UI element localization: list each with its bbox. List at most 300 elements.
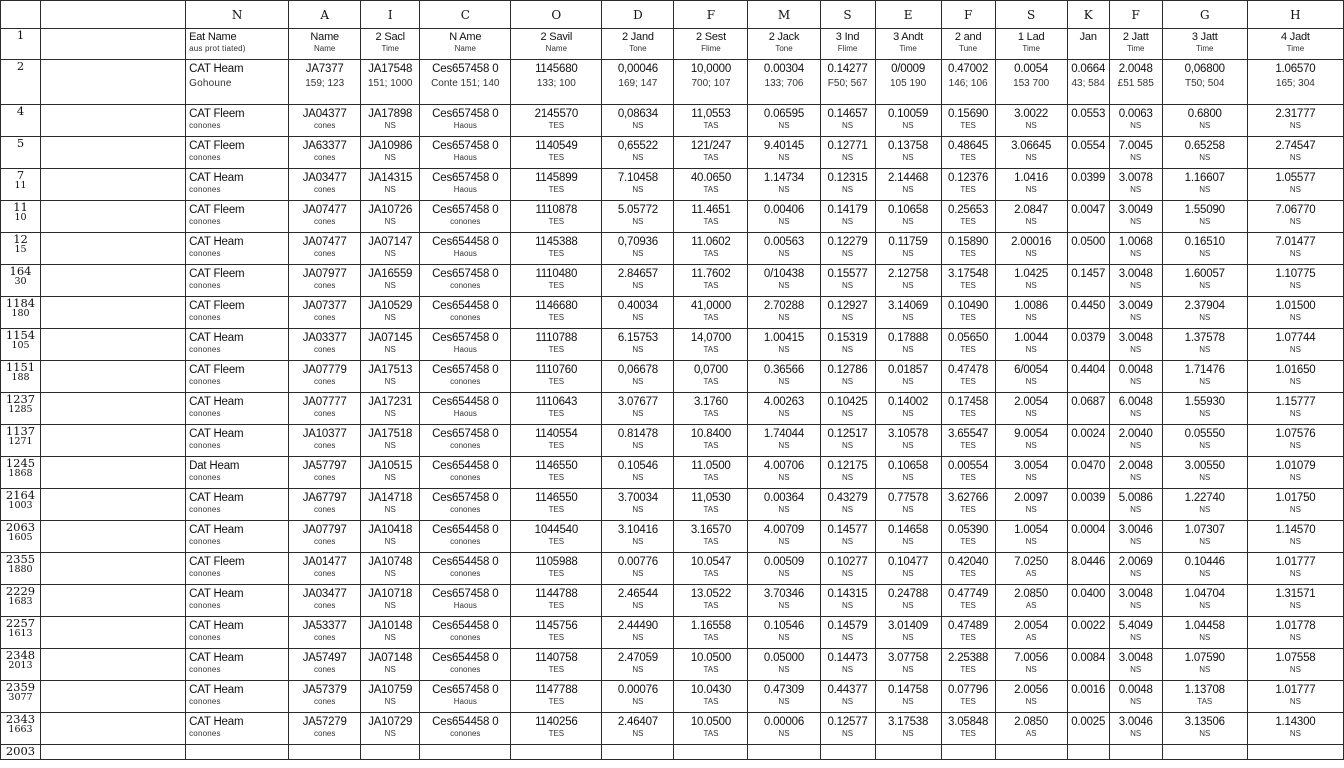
grid-cell[interactable] (875, 745, 941, 760)
grid-cell[interactable] (995, 681, 1067, 713)
grid-cell[interactable] (674, 649, 748, 681)
grid-cell[interactable] (820, 169, 875, 201)
grid-cell[interactable] (820, 617, 875, 649)
column-header[interactable]: F (1109, 1, 1162, 29)
grid-cell[interactable] (602, 29, 674, 60)
grid-cell[interactable] (289, 457, 361, 489)
grid-cell[interactable] (1162, 329, 1247, 361)
grid-cell[interactable] (420, 457, 511, 489)
grid-cell[interactable] (820, 553, 875, 585)
grid-cell[interactable] (875, 425, 941, 457)
grid-cell[interactable] (674, 425, 748, 457)
grid-cell[interactable] (289, 713, 361, 745)
grid-cell[interactable] (289, 425, 361, 457)
name-cell[interactable] (186, 457, 289, 489)
grid-cell[interactable] (289, 393, 361, 425)
grid-cell[interactable] (1067, 297, 1109, 329)
grid-cell[interactable] (1247, 649, 1343, 681)
grid-cell[interactable] (1109, 713, 1162, 745)
grid-cell[interactable] (1162, 681, 1247, 713)
grid-cell[interactable] (1162, 29, 1247, 60)
grid-cell[interactable] (875, 265, 941, 297)
row-header[interactable] (1, 393, 41, 425)
grid-cell[interactable] (820, 457, 875, 489)
grid-cell[interactable] (1109, 489, 1162, 521)
grid-cell[interactable] (748, 361, 820, 393)
grid-cell[interactable] (41, 457, 186, 489)
column-header[interactable] (1, 1, 41, 29)
grid-cell[interactable] (361, 297, 420, 329)
grid-cell[interactable] (602, 649, 674, 681)
row-header[interactable] (1, 329, 41, 361)
grid-cell[interactable] (361, 201, 420, 233)
name-cell[interactable] (186, 585, 289, 617)
grid-cell[interactable] (420, 169, 511, 201)
grid-cell[interactable] (875, 329, 941, 361)
grid-cell[interactable] (875, 137, 941, 169)
grid-cell[interactable] (1247, 169, 1343, 201)
grid-cell[interactable] (674, 713, 748, 745)
grid-cell[interactable] (875, 489, 941, 521)
grid-cell[interactable] (748, 393, 820, 425)
grid-cell[interactable] (941, 553, 995, 585)
grid-cell[interactable] (511, 60, 602, 105)
grid-cell[interactable] (420, 425, 511, 457)
grid-cell[interactable] (1247, 553, 1343, 585)
grid-cell[interactable] (41, 297, 186, 329)
grid-cell[interactable] (1067, 585, 1109, 617)
grid-cell[interactable] (1162, 553, 1247, 585)
grid-cell[interactable] (1247, 489, 1343, 521)
grid-cell[interactable] (1067, 105, 1109, 137)
grid-cell[interactable] (1109, 585, 1162, 617)
grid-cell[interactable] (289, 233, 361, 265)
grid-cell[interactable] (1109, 169, 1162, 201)
grid-cell[interactable] (361, 457, 420, 489)
grid-cell[interactable] (41, 713, 186, 745)
grid-cell[interactable] (1109, 521, 1162, 553)
grid-cell[interactable] (748, 60, 820, 105)
grid-cell[interactable] (420, 681, 511, 713)
column-header[interactable]: I (361, 1, 420, 29)
grid-cell[interactable] (820, 713, 875, 745)
grid-cell[interactable] (511, 137, 602, 169)
grid-cell[interactable] (941, 585, 995, 617)
grid-cell[interactable] (1162, 233, 1247, 265)
grid-cell[interactable] (995, 553, 1067, 585)
grid-cell[interactable] (820, 489, 875, 521)
grid-cell[interactable] (1067, 521, 1109, 553)
grid-cell[interactable] (748, 457, 820, 489)
grid-cell[interactable] (361, 553, 420, 585)
grid-cell[interactable] (1109, 745, 1162, 760)
grid-cell[interactable] (875, 233, 941, 265)
grid-cell[interactable] (748, 521, 820, 553)
grid-cell[interactable] (820, 681, 875, 713)
grid-cell[interactable] (1067, 681, 1109, 713)
grid-cell[interactable] (1109, 681, 1162, 713)
name-cell[interactable] (186, 265, 289, 297)
column-header[interactable]: G (1162, 1, 1247, 29)
grid-cell[interactable] (995, 105, 1067, 137)
name-cell[interactable] (186, 361, 289, 393)
grid-cell[interactable] (1067, 361, 1109, 393)
grid-cell[interactable] (41, 553, 186, 585)
grid-cell[interactable] (748, 201, 820, 233)
grid-cell[interactable] (511, 233, 602, 265)
grid-cell[interactable] (941, 297, 995, 329)
row-header[interactable] (1, 553, 41, 585)
grid-cell[interactable] (41, 425, 186, 457)
name-cell[interactable] (186, 489, 289, 521)
grid-cell[interactable] (674, 201, 748, 233)
grid-cell[interactable] (748, 169, 820, 201)
grid-cell[interactable] (674, 29, 748, 60)
grid-cell[interactable] (1162, 745, 1247, 760)
grid-cell[interactable] (995, 233, 1067, 265)
grid-cell[interactable] (674, 233, 748, 265)
grid-cell[interactable] (602, 265, 674, 297)
column-header[interactable]: N (186, 1, 289, 29)
grid-cell[interactable] (361, 489, 420, 521)
grid-cell[interactable] (289, 201, 361, 233)
name-cell[interactable] (186, 617, 289, 649)
grid-cell[interactable] (995, 329, 1067, 361)
name-cell[interactable] (186, 681, 289, 713)
grid-cell[interactable] (820, 105, 875, 137)
grid-cell[interactable] (1109, 649, 1162, 681)
grid-cell[interactable] (748, 681, 820, 713)
row-header[interactable] (1, 169, 41, 201)
grid-cell[interactable] (41, 137, 186, 169)
grid-cell[interactable] (361, 745, 420, 760)
grid-cell[interactable] (41, 649, 186, 681)
grid-cell[interactable] (511, 297, 602, 329)
grid-cell[interactable] (511, 329, 602, 361)
grid-cell[interactable] (1109, 393, 1162, 425)
grid-cell[interactable] (748, 745, 820, 760)
row-header[interactable] (1, 201, 41, 233)
grid-cell[interactable] (511, 553, 602, 585)
name-cell[interactable] (186, 29, 289, 60)
grid-cell[interactable] (941, 201, 995, 233)
grid-cell[interactable] (41, 60, 186, 105)
grid-cell[interactable] (1067, 329, 1109, 361)
column-header[interactable]: K (1067, 1, 1109, 29)
column-header[interactable]: H (1247, 1, 1343, 29)
grid-cell[interactable] (995, 361, 1067, 393)
grid-cell[interactable] (820, 137, 875, 169)
grid-cell[interactable] (602, 713, 674, 745)
grid-cell[interactable] (820, 60, 875, 105)
grid-cell[interactable] (995, 745, 1067, 760)
row-header[interactable] (1, 745, 41, 760)
grid-cell[interactable] (602, 617, 674, 649)
grid-cell[interactable] (1067, 649, 1109, 681)
grid-cell[interactable] (361, 393, 420, 425)
grid-cell[interactable] (1162, 489, 1247, 521)
grid-cell[interactable] (674, 137, 748, 169)
grid-cell[interactable] (289, 489, 361, 521)
grid-cell[interactable] (748, 617, 820, 649)
grid-cell[interactable] (602, 457, 674, 489)
grid-cell[interactable] (420, 617, 511, 649)
grid-cell[interactable] (289, 745, 361, 760)
grid-cell[interactable] (511, 521, 602, 553)
grid-cell[interactable] (289, 105, 361, 137)
grid-cell[interactable] (1109, 137, 1162, 169)
grid-cell[interactable] (511, 265, 602, 297)
row-header[interactable] (1, 681, 41, 713)
grid-cell[interactable] (941, 681, 995, 713)
grid-cell[interactable] (1162, 105, 1247, 137)
grid-cell[interactable] (1067, 489, 1109, 521)
row-header[interactable] (1, 297, 41, 329)
grid-cell[interactable] (1162, 361, 1247, 393)
grid-cell[interactable] (995, 297, 1067, 329)
grid-cell[interactable] (995, 521, 1067, 553)
grid-cell[interactable] (941, 265, 995, 297)
grid-cell[interactable] (875, 457, 941, 489)
grid-cell[interactable] (1162, 649, 1247, 681)
grid-cell[interactable] (941, 489, 995, 521)
grid-cell[interactable] (820, 29, 875, 60)
grid-cell[interactable] (420, 137, 511, 169)
grid-cell[interactable] (1067, 233, 1109, 265)
grid-cell[interactable] (41, 681, 186, 713)
grid-cell[interactable] (289, 297, 361, 329)
grid-cell[interactable] (875, 201, 941, 233)
grid-cell[interactable] (602, 105, 674, 137)
grid-cell[interactable] (875, 361, 941, 393)
grid-cell[interactable] (674, 585, 748, 617)
grid-cell[interactable] (674, 105, 748, 137)
grid-cell[interactable] (995, 489, 1067, 521)
grid-cell[interactable] (1247, 297, 1343, 329)
grid-cell[interactable] (1247, 233, 1343, 265)
grid-cell[interactable] (420, 585, 511, 617)
grid-cell[interactable] (289, 60, 361, 105)
grid-cell[interactable] (1162, 297, 1247, 329)
grid-cell[interactable] (511, 425, 602, 457)
grid-cell[interactable] (41, 329, 186, 361)
grid-cell[interactable] (875, 713, 941, 745)
grid-cell[interactable] (875, 617, 941, 649)
name-cell[interactable] (186, 521, 289, 553)
row-header[interactable] (1, 489, 41, 521)
grid-cell[interactable] (1162, 617, 1247, 649)
column-header[interactable]: D (602, 1, 674, 29)
grid-cell[interactable] (875, 553, 941, 585)
grid-cell[interactable] (420, 233, 511, 265)
grid-cell[interactable] (1162, 137, 1247, 169)
grid-cell[interactable] (748, 649, 820, 681)
grid-cell[interactable] (420, 521, 511, 553)
grid-cell[interactable] (602, 425, 674, 457)
grid-cell[interactable] (941, 393, 995, 425)
grid-cell[interactable] (1109, 425, 1162, 457)
grid-cell[interactable] (674, 745, 748, 760)
grid-cell[interactable] (289, 329, 361, 361)
name-cell[interactable] (186, 425, 289, 457)
grid-cell[interactable] (602, 745, 674, 760)
grid-cell[interactable] (674, 617, 748, 649)
grid-cell[interactable] (602, 393, 674, 425)
grid-cell[interactable] (289, 617, 361, 649)
grid-cell[interactable] (361, 60, 420, 105)
name-cell[interactable] (186, 60, 289, 105)
grid-cell[interactable] (941, 649, 995, 681)
grid-cell[interactable] (995, 60, 1067, 105)
grid-cell[interactable] (820, 265, 875, 297)
grid-cell[interactable] (748, 233, 820, 265)
grid-cell[interactable] (41, 393, 186, 425)
grid-cell[interactable] (995, 137, 1067, 169)
grid-cell[interactable] (289, 137, 361, 169)
grid-cell[interactable] (674, 681, 748, 713)
grid-cell[interactable] (995, 713, 1067, 745)
grid-cell[interactable] (820, 745, 875, 760)
grid-cell[interactable] (361, 233, 420, 265)
grid-cell[interactable] (1247, 137, 1343, 169)
row-header[interactable] (1, 425, 41, 457)
grid-cell[interactable] (361, 329, 420, 361)
grid-cell[interactable] (941, 457, 995, 489)
grid-cell[interactable] (602, 233, 674, 265)
name-cell[interactable] (186, 169, 289, 201)
grid-cell[interactable] (289, 521, 361, 553)
grid-cell[interactable] (1109, 617, 1162, 649)
grid-cell[interactable] (1067, 713, 1109, 745)
grid-cell[interactable] (41, 745, 186, 760)
grid-cell[interactable] (602, 329, 674, 361)
grid-cell[interactable] (361, 105, 420, 137)
grid-cell[interactable] (511, 105, 602, 137)
grid-cell[interactable] (748, 29, 820, 60)
grid-cell[interactable] (41, 169, 186, 201)
grid-cell[interactable] (1067, 553, 1109, 585)
grid-cell[interactable] (1247, 329, 1343, 361)
grid-cell[interactable] (289, 649, 361, 681)
grid-cell[interactable] (511, 201, 602, 233)
grid-cell[interactable] (748, 553, 820, 585)
grid-cell[interactable] (602, 201, 674, 233)
grid-cell[interactable] (511, 617, 602, 649)
grid-cell[interactable] (1162, 521, 1247, 553)
row-header[interactable] (1, 29, 41, 60)
grid-cell[interactable] (602, 60, 674, 105)
grid-cell[interactable] (1247, 521, 1343, 553)
grid-cell[interactable] (674, 361, 748, 393)
grid-cell[interactable] (941, 425, 995, 457)
name-cell[interactable] (186, 329, 289, 361)
grid-cell[interactable] (820, 361, 875, 393)
grid-cell[interactable] (1247, 60, 1343, 105)
grid-cell[interactable] (748, 137, 820, 169)
grid-cell[interactable] (1162, 457, 1247, 489)
grid-cell[interactable] (941, 745, 995, 760)
grid-cell[interactable] (289, 29, 361, 60)
grid-cell[interactable] (1067, 393, 1109, 425)
grid-cell[interactable] (41, 489, 186, 521)
grid-cell[interactable] (674, 457, 748, 489)
grid-cell[interactable] (420, 393, 511, 425)
grid-cell[interactable] (1109, 553, 1162, 585)
grid-cell[interactable] (420, 105, 511, 137)
column-header[interactable]: F (674, 1, 748, 29)
grid-cell[interactable] (41, 105, 186, 137)
grid-cell[interactable] (1109, 201, 1162, 233)
grid-cell[interactable] (361, 585, 420, 617)
column-header[interactable] (41, 1, 186, 29)
grid-cell[interactable] (1109, 60, 1162, 105)
name-cell[interactable] (186, 553, 289, 585)
grid-cell[interactable] (674, 60, 748, 105)
grid-cell[interactable] (820, 393, 875, 425)
grid-cell[interactable] (674, 265, 748, 297)
grid-cell[interactable] (1162, 425, 1247, 457)
grid-cell[interactable] (511, 681, 602, 713)
grid-cell[interactable] (41, 617, 186, 649)
grid-cell[interactable] (420, 553, 511, 585)
grid-cell[interactable] (875, 521, 941, 553)
grid-cell[interactable] (941, 521, 995, 553)
name-cell[interactable] (186, 393, 289, 425)
grid-cell[interactable] (361, 169, 420, 201)
grid-cell[interactable] (420, 329, 511, 361)
grid-cell[interactable] (1067, 60, 1109, 105)
grid-cell[interactable] (674, 553, 748, 585)
grid-cell[interactable] (941, 137, 995, 169)
grid-cell[interactable] (820, 233, 875, 265)
grid-cell[interactable] (1162, 713, 1247, 745)
grid-cell[interactable] (875, 681, 941, 713)
grid-cell[interactable] (511, 29, 602, 60)
grid-cell[interactable] (875, 60, 941, 105)
grid-cell[interactable] (820, 649, 875, 681)
grid-cell[interactable] (289, 553, 361, 585)
grid-cell[interactable] (1162, 201, 1247, 233)
grid-cell[interactable] (674, 169, 748, 201)
grid-cell[interactable] (674, 393, 748, 425)
grid-cell[interactable] (820, 201, 875, 233)
name-cell[interactable] (186, 297, 289, 329)
grid-cell[interactable] (1067, 617, 1109, 649)
grid-cell[interactable] (1067, 265, 1109, 297)
grid-cell[interactable] (941, 617, 995, 649)
grid-cell[interactable] (361, 425, 420, 457)
grid-cell[interactable] (602, 553, 674, 585)
grid-cell[interactable] (289, 585, 361, 617)
grid-cell[interactable] (995, 201, 1067, 233)
grid-cell[interactable] (41, 585, 186, 617)
name-cell[interactable] (186, 201, 289, 233)
grid-cell[interactable] (1067, 457, 1109, 489)
grid-cell[interactable] (1162, 60, 1247, 105)
column-header[interactable]: S (995, 1, 1067, 29)
grid-cell[interactable] (820, 297, 875, 329)
grid-cell[interactable] (941, 233, 995, 265)
grid-cell[interactable] (1247, 585, 1343, 617)
grid-cell[interactable] (995, 29, 1067, 60)
grid-cell[interactable] (511, 489, 602, 521)
grid-cell[interactable] (511, 585, 602, 617)
grid-cell[interactable] (1247, 457, 1343, 489)
grid-cell[interactable] (420, 60, 511, 105)
column-header[interactable]: E (875, 1, 941, 29)
grid-cell[interactable] (748, 265, 820, 297)
grid-cell[interactable] (41, 265, 186, 297)
